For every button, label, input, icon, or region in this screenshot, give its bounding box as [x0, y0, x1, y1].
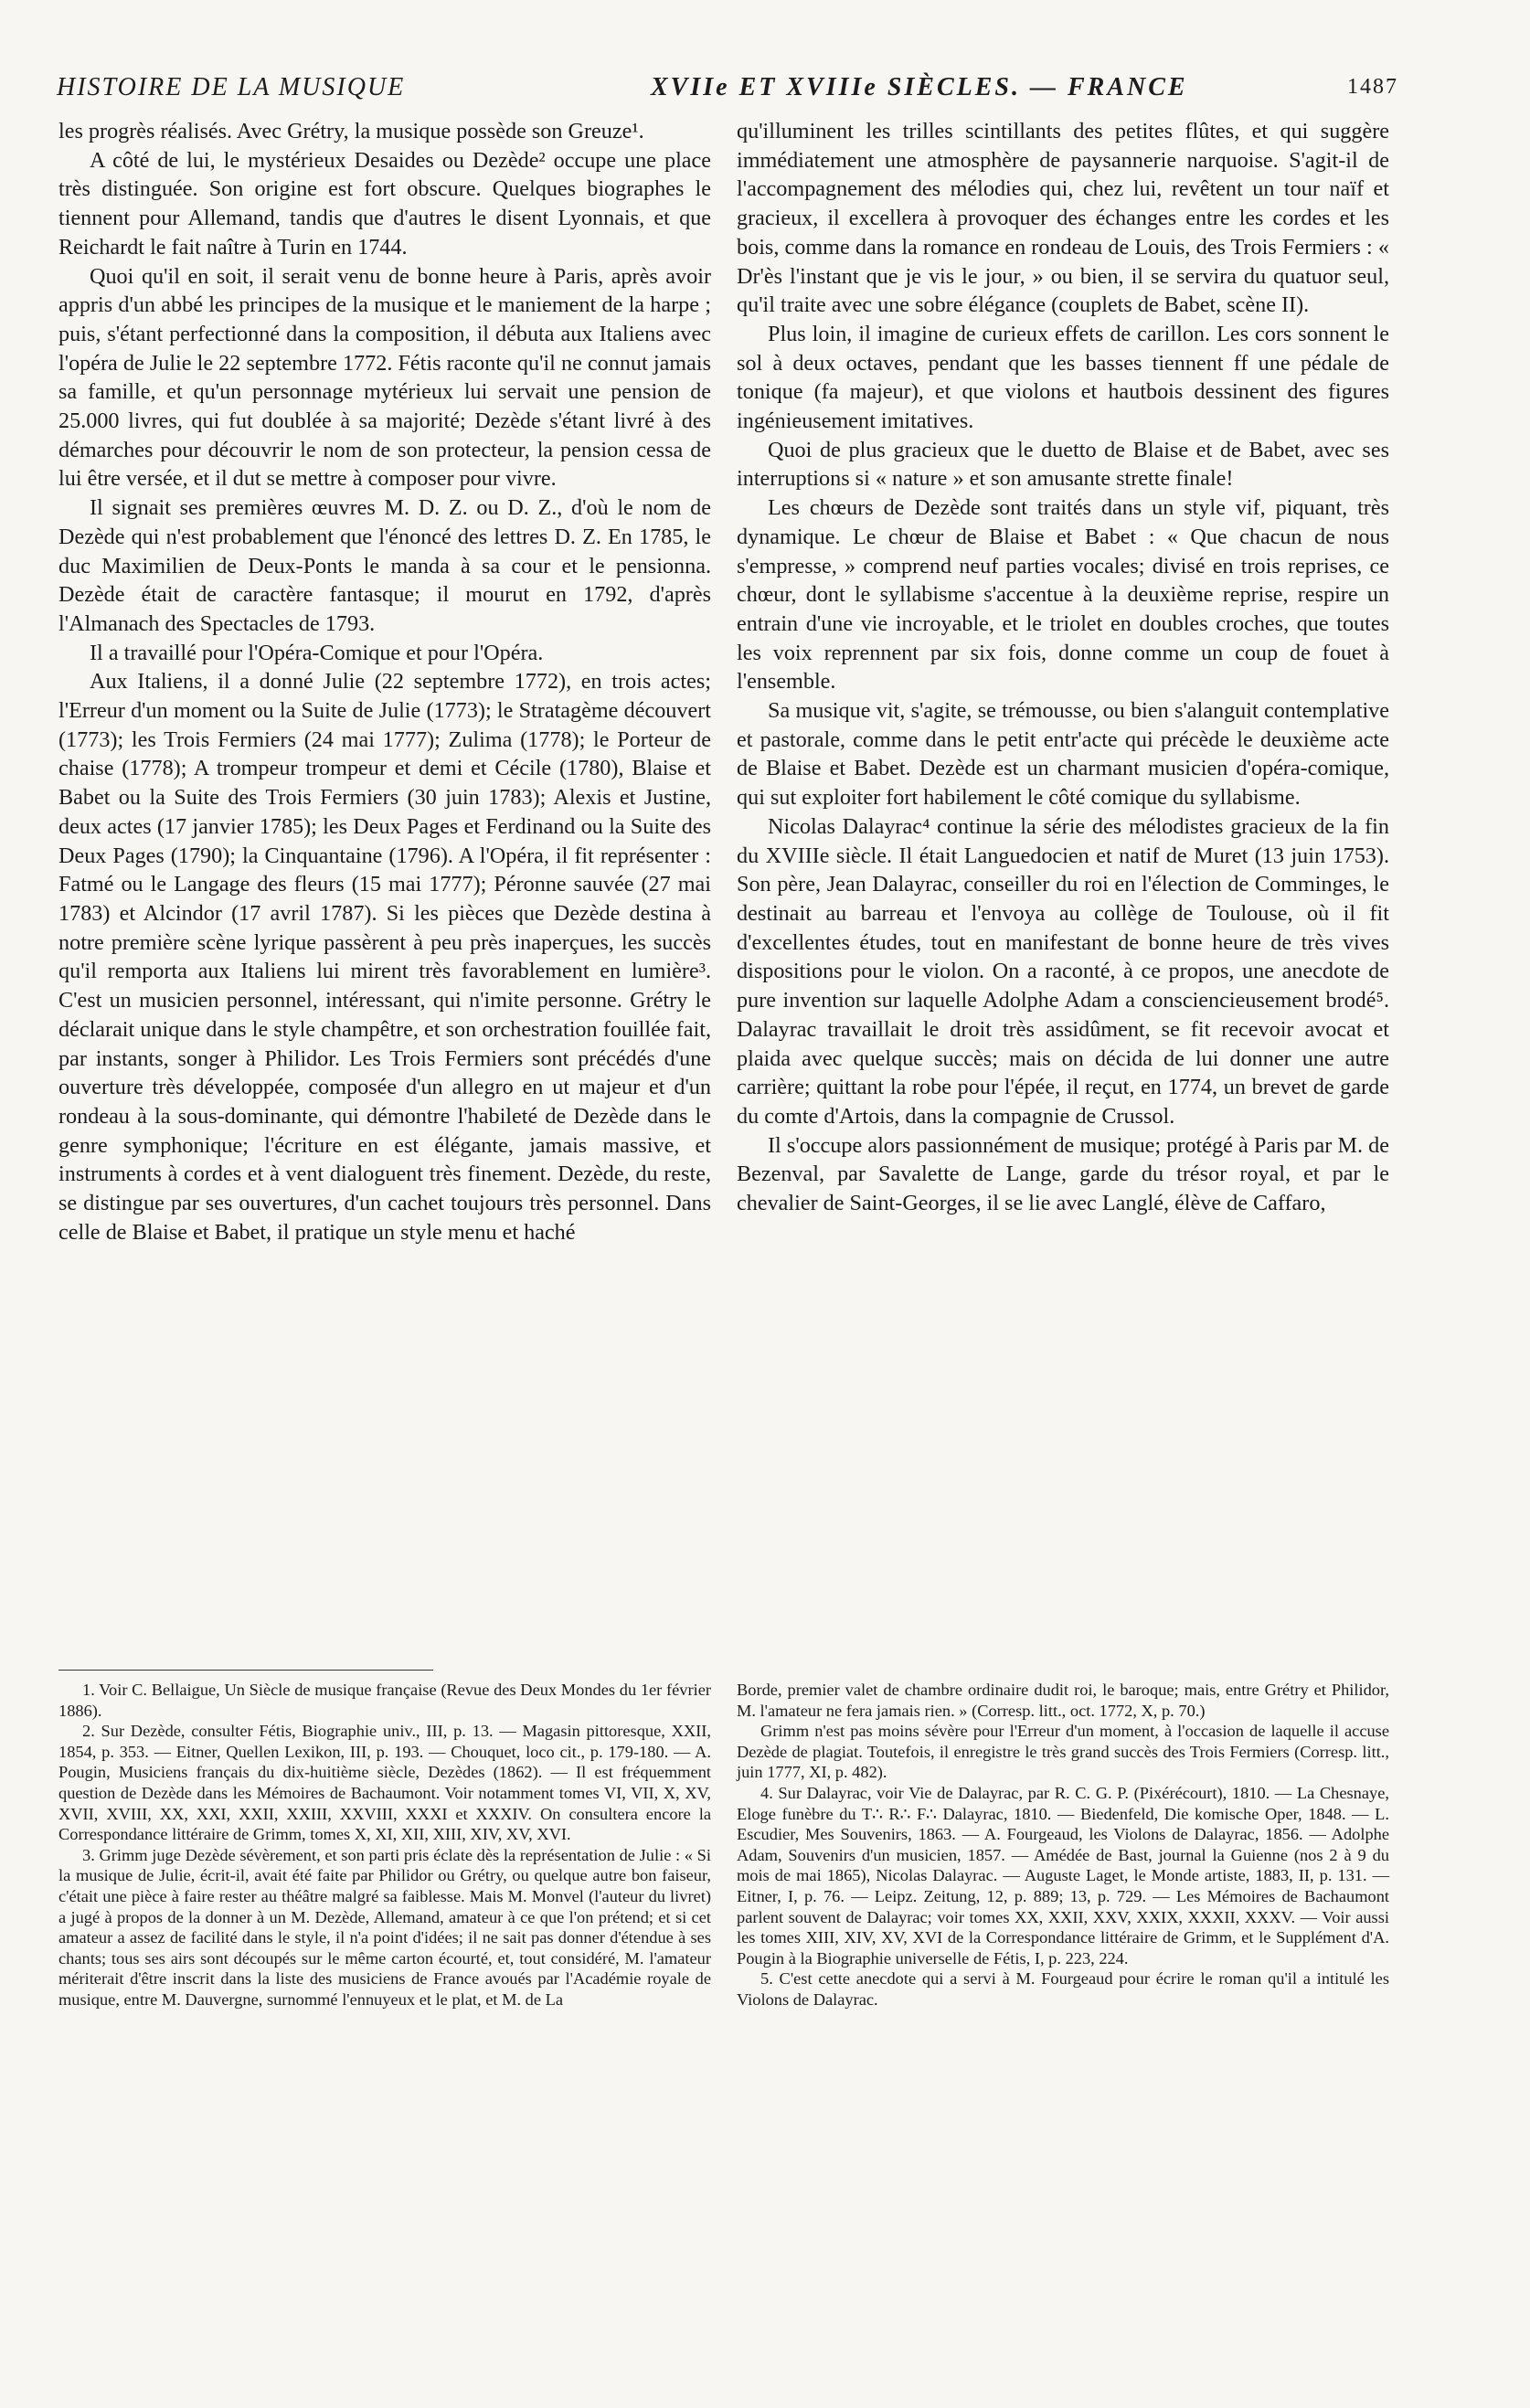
left-footnotes	[58, 1680, 711, 2010]
paragraph: Nicolas Dalayrac⁴ continue la série des mélodistes gracieux de la fin du XVIIIe siècle. Il était Languedocien et natif de Muret (13 juin 1753). Son père, Jean Dalayrac, conseiller du roi en l'élection de Comminges, le destinait au barreau et l'envoya au collège de Toulouse, où il fit d'excellentes études, tout en manifestant de bonne heure de très vives dispositions pour le violon. On a raconté, à ce propos, une anecdote de pure invention sur laquelle Adolphe Adam a consciencieusement brodé⁵. Dalayrac travaillait le droit très assidûment, se fit recevoir avocat et plaida avec quelque succès; mais on décida de lui donner une autre carrière; quittant la robe pour l'épée, il reçut, en 1774, un brevet de garde du comte d'Artois, dans la compagnie de Crussol.	[737, 813, 1389, 1129]
paragraph: qu'illuminent les trilles scintillants des petites flûtes, et qui suggère immédiatement une atmosphère de paysannerie narquoise. S'agit-il de l'accompagnement des mélodies qui, chez lui, revêtent un tour naïf et gracieux, il excellera à provoquer des échanges entre les cordes et les bois, comme dans la romance en rondeau de Louis, des Trois Fermiers : « Dr'ès l'instant que je vis le jour, » ou bien, il se servira du quatuor seul, qu'il traite avec une sobre élégance (couplets de Babet, scène II).	[737, 119, 1389, 318]
paragraph: les progrès réalisés. Avec Grétry, la musique possède son Greuze¹.	[58, 119, 644, 143]
footnote: 4. Sur Dalayrac, voir Vie de Dalayrac, par R. C. G. P. (Pixérécourt), 1810. — La Chesnaye, Eloge funèbre du T∴ R∴ F∴ Dalayrac, 1810. — Biedenfeld, Die komische Oper, 1848. — L. Escudier, Mes Souvenirs, 1863. — A. Fourgeaud, les Violons de Dalayrac, 1856. — Adolphe Adam, Souvenirs d'un musicien, 1857. — Amédée de Bast, journal la Guienne (nos 2 à 9 du mois de mai 1865), Nicolas Dalayrac. — Auguste Laget, le Monde artiste, 1883, II, p. 131. — Eitner, I, p. 76. — Leipz. Zeitung, 12, p. 889; 13, p. 729. — Les Mémoires de Bachaumont parlent souvent de Dalayrac; voir tomes XX, XXII, XXV, XXIX, XXXII, XXXV. — Voir aussi les tomes XIII, XIV, XV, XVI de la Correspondance littéraire de Grimm, et le Supplément d'A. Pougin à la Biographie universelle de Fétis, I, p. 223, 224.	[737, 1783, 1389, 1968]
header-book-title: HISTOIRE DE LA MUSIQUE	[57, 73, 406, 101]
right-footnotes	[737, 1680, 1389, 2010]
paragraph: Il s'occupe alors passionnément de musique; protégé à Paris par M. de Bezenval, par Savalette de Lange, garde du trésor royal, et par le chevalier de Saint-Georges, il se lie avec Langlé, élève de Caffaro,	[737, 1132, 1389, 1216]
paragraph: Il a travaillé pour l'Opéra-Comique et pour l'Opéra.	[90, 640, 544, 665]
page-number: 1487	[1347, 75, 1398, 99]
paragraph: Il signait ses premières œuvres M. D. Z. ou D. Z., d'où le nom de Dezède qui n'est probablement que l'énoncé des lettres D. Z. En 1785, le duc Maximilien de Deux-Ponts le manda à sa cour et le pensionna. Dezède était de caractère fantasque; il mourut en 1792, d'après l'Almanach des Spectacles de 1793.	[58, 495, 711, 636]
footnote: 3. Grimm juge Dezède sévèrement, et son parti pris éclate dès la représentation de Julie : « Si la musique de Julie, écrit-il, avait été faite par Philidor ou Grétry, ou quelque autre bon faiseur, c'était une pièce à faire rester au théâtre malgré sa faiblesse. Mais M. Monvel (l'auteur du livret) a jugé à propos de la donner à un M. Dezède, Allemand, amateur à ce que l'on prétend; et si cet amateur a assez de facilité dans le style, il n'a point d'idées; il ne sait pas donner d'étendue à ses chants; tous ses airs sont découpés sur le même carton écourté, et, tout considéré, M. l'amateur mériterait d'être inscrit dans la liste des musiciens de France avoués par l'Académie royale de musique, entre M. Dauvergne, surnommé l'ennuyeux et le plat, et M. de La	[58, 1845, 711, 2009]
paragraph: Quoi qu'il en soit, il serait venu de bonne heure à Paris, après avoir appris d'un abbé les principes de la musique et le maniement de la harpe ; puis, s'étant perfectionné dans la composition, il débuta aux Italiens avec l'opéra de Julie le 22 septembre 1772. Fétis raconte qu'il ne connut jamais sa famille, et qu'un personnage mytérieux lui servait une pension de 25.000 livres, qui fut doublée à sa majorité; Dezède s'étant livré à des démarches pour découvrir le nom de son protecteur, la pension cessa de lui être versée, et il dut se mettre à composer pour vivre.	[58, 263, 711, 492]
paragraph: Aux Italiens, il a donné Julie (22 septembre 1772), en trois actes; l'Erreur d'un moment ou la Suite de Julie (1773); le Stratagème découvert (1773); les Trois Fermiers (24 mai 1777); Zulima (1778); le Porteur de chaise (1778); A trompeur trompeur et demi et Cécile (1780), Blaise et Babet ou la Suite des Trois Fermiers (30 juin 1783); Alexis et Justine, deux actes (17 janvier 1785); les Deux Pages et Ferdinand ou la Suite des Deux Pages (1790); la Cinquantaine (1796). A l'Opéra, il fit représenter : Fatmé ou le Langage des fleurs (15 mai 1777); Péronne sauvée (27 mai 1783) et Alcindor (17 avril 1787). Si les pièces que Dezède destina à notre première scène lyrique passèrent à peu près inaperçues, les succès qu'il remporta aux Italiens lui mirent très favorablement en lumière³. C'est un musicien personnel, intéressant, qui n'imite personne. Grétry le déclarait unique dans le style champêtre, et son orchestration fouillée fait, par instants, songer à Philidor. Les Trois Fermiers sont précédés d'une ouverture très développée, composée d'un allegro en ut majeur et d'un rondeau à la sous-dominante, qui démontre l'habileté de Dezède dans le genre symphonique; l'écriture en est élégante, jamais massive, et instruments à cordes et à vent dialoguent très finement. Dezède, du reste, se distingue par ses ouvertures, d'un cachet toujours très personnel. Dans celle de Blaise et Babet, il pratique un style menu et haché	[58, 669, 711, 1245]
paragraph: Sa musique vit, s'agite, se trémousse, ou bien s'alanguit contemplative et pastorale, comme dans le petit entr'acte qui précède le deuxième acte de Blaise et Babet. Dezède est un charmant musicien d'opéra-comique, qui sut exploiter fort habilement le côté comique du syllabisme.	[737, 698, 1389, 811]
header-section-title: XVIIe ET XVIIIe SIÈCLES. — FRANCE	[651, 73, 1188, 101]
paragraph: A côté de lui, le mystérieux Desaides ou Dezède² occupe une place très distinguée. Son origine est fort obscure. Quelques biographes le tiennent pour Allemand, tandis que d'autres le disent Lyonnais, et que Reichardt le fait naître à Turin en 1744.	[58, 147, 711, 260]
footnote: 5. C'est cette anecdote qui a servi à M. Fourgeaud pour écrire le roman qu'il a intitulé les Violons de Dalayrac.	[737, 1969, 1389, 2009]
left-text-column	[58, 117, 711, 1246]
footnote-divider	[58, 1670, 433, 1671]
paragraph: Les chœurs de Dezède sont traités dans un style vif, piquant, très dynamique. Le chœur de Blaise et Babet : « Que chacun de nous s'empresse, » comprend neuf parties vocales; divisé en trois reprises, ce chœur, dont le syllabisme s'accentue à la deuxième reprise, respire un entrain d'une vie incroyable, et le triolet en doubles croches, que toutes les voix reprennent par six fois, donne comme un coup de fouet à l'ensemble.	[737, 495, 1389, 695]
footnote: Borde, premier valet de chambre ordinaire dudit roi, le baroque; mais, entre Grétry et Philidor, M. l'amateur ne fera jamais rien. » (Corresp. litt., oct. 1772, X, p. 70.)	[737, 1681, 1389, 1720]
footnote: 1. Voir C. Bellaigue, Un Siècle de musique française (Revue des Deux Mondes du 1er février 1886).	[58, 1681, 711, 1720]
paragraph: Quoi de plus gracieux que le duetto de Blaise et de Babet, avec ses interruptions si « nature » et son amusante strette finale!	[737, 437, 1389, 492]
right-text-column	[737, 117, 1389, 1218]
running-header	[57, 73, 1398, 110]
footnote: Grimm n'est pas moins sévère pour l'Erreur d'un moment, à l'occasion de laquelle il accuse Dezède de plagiat. Toutefois, il enregistre le très grand succès des Trois Fermiers (Corresp. litt., juin 1777, XI, p. 482).	[737, 1722, 1389, 1782]
footnote: 2. Sur Dezède, consulter Fétis, Biographie univ., III, p. 13. — Magasin pittoresque, XXII, 1854, p. 353. — Eitner, Quellen Lexikon, III, p. 193. — Chouquet, loco cit., p. 179-180. — A. Pougin, Musiciens français du dix-huitième siècle, Dezèdes (1862). — Il est fréquemment question de Dezède dans les Mémoires de Bachaumont. Voir notamment tomes VI, VII, X, XV, XVII, XVIII, XX, XXI, XXII, XXIII, XXVIII, XXXI et XXXIV. On consultera encore la Correspondance littéraire de Grimm, tomes X, XI, XII, XIII, XIV, XV, XVI.	[58, 1722, 711, 1844]
paragraph: Plus loin, il imagine de curieux effets de carillon. Les cors sonnent le sol à deux octaves, pendant que les basses tiennent ff une pédale de tonique (fa majeur), et que violons et hautbois dessinent des figures ingénieusement imitatives.	[737, 321, 1389, 434]
